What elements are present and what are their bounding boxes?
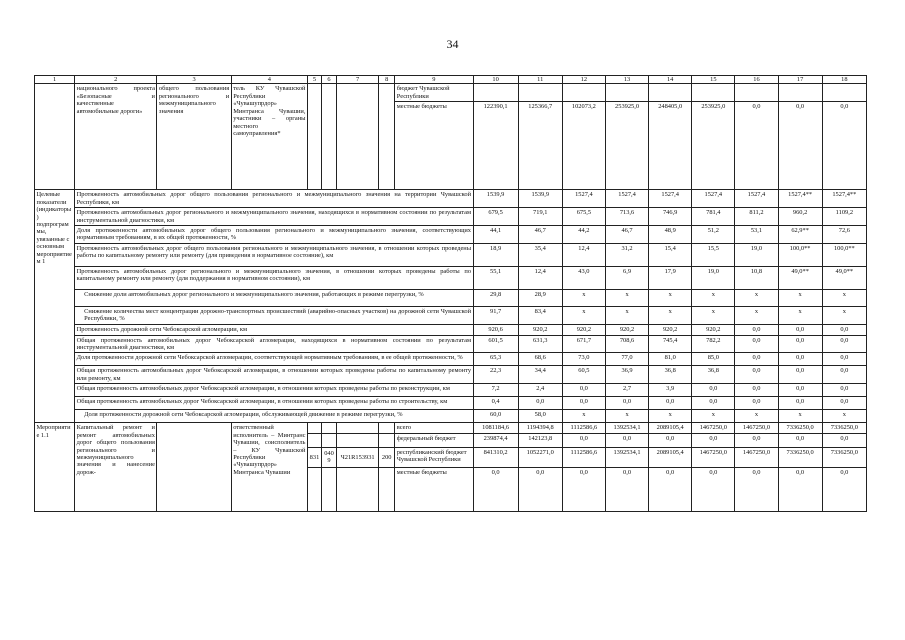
empty-code [379,467,395,511]
value-cell: 1539,9 [473,190,518,208]
value-cell: 28,9 [518,289,562,306]
value-cell: 1194394,8 [518,423,562,433]
value-cell: 46,7 [605,225,648,243]
value-cell: 0,0 [692,433,735,447]
value-cell: 960,2 [778,208,822,226]
value-cell: 0,0 [562,467,605,511]
value-cell: 0,0 [605,467,648,511]
value-cell: x [692,289,735,306]
indicator-text: Общая протяженность автомобильных дорог Чебоксарской агломерации, в отношении которых проведены работы по реконструкции, км [75,384,473,397]
value-cell: x [778,289,822,306]
value-cell: x [735,306,778,324]
value-cell: 7,2 [473,384,518,397]
indicator-text: Протяженность автомобильных дорог общего пользования регионального и межмуниципального значения на территории Чувашской Республики, км [76,191,472,206]
column-number: 16 [735,76,778,84]
empty-cell [337,84,379,190]
value-cell: 0,0 [778,324,822,335]
value-cell: 0,0 [778,433,822,447]
column-number: 5 [307,76,321,84]
page-number: 34 [446,37,459,51]
empty-value [649,84,692,102]
value-cell: 0,0 [649,433,692,447]
value-cell: 0,0 [692,384,735,397]
value-cell: x [562,306,605,324]
value-cell: 1052271,0 [518,447,562,467]
value-cell: 0,0 [605,397,648,410]
empty-code [307,433,321,447]
empty-cell [307,84,321,190]
value-cell: 49,0** [822,266,866,289]
indicator-row [35,335,867,353]
value-cell: 53,1 [735,225,778,243]
value-cell: 248405,0 [649,102,692,190]
value-cell: 7336250,0 [822,447,866,467]
value-cell: 60,0 [473,410,518,423]
indicator-row [35,366,867,384]
value-cell: x [822,289,866,306]
value-cell: 1392534,1 [605,423,648,433]
value-cell: 920,6 [473,324,518,335]
column-number: 1 [35,76,75,84]
value-cell: 0,0 [735,335,778,353]
indicator-row [35,266,867,289]
object-name: общего пользования регионального и межмуниципального значения [157,84,231,190]
value-cell: 2,7 [605,384,648,397]
value-cell: 0,0 [735,102,778,190]
value-cell: 0,0 [778,102,822,190]
value-cell: x [605,306,648,324]
value-cell: 0,0 [778,353,822,366]
executors: тель КУ Чувашской Республики «Чувашупрдор» Минтранса Чувашии, участники – органы местного самоуправления* [231,84,307,190]
value-cell: 920,2 [649,324,692,335]
indicator-text: Снижение доли автомобильных дорог регионального и межмуниципального значения, работающих в режиме перегрузки, % [75,289,473,306]
empty-code [337,423,379,433]
value-cell: 15,5 [692,243,735,266]
value-cell: 7336250,0 [778,423,822,433]
value-cell: 0,0 [649,397,692,410]
value-cell: 91,7 [473,306,518,324]
value-cell: 29,8 [473,289,518,306]
funding-source: бюджет Чувашской Республики [395,84,473,102]
value-cell: 746,9 [649,208,692,226]
value-cell: 55,1 [473,266,518,289]
value-cell: 44,1 [473,225,518,243]
value-cell: 0,0 [822,366,866,384]
empty-cell [322,84,337,190]
indicator-row [35,225,867,243]
value-cell: 713,6 [605,208,648,226]
value-cell: x [562,289,605,306]
value-cell: 782,2 [692,335,735,353]
value-cell: 1527,4 [649,190,692,208]
value-cell: 841310,2 [473,447,518,467]
value-cell: 1527,4** [822,190,866,208]
value-cell: 1527,4** [778,190,822,208]
value-cell: 0,0 [562,397,605,410]
value-cell: 0,0 [562,384,605,397]
empty-value [778,84,822,102]
value-cell: 0,0 [735,353,778,366]
empty-code [322,433,337,447]
value-cell: 142123,8 [518,433,562,447]
value-cell: 745,4 [649,335,692,353]
column-number: 3 [157,76,231,84]
value-cell: 81,0 [649,353,692,366]
empty-value [822,84,866,102]
value-cell: 675,5 [562,208,605,226]
value-cell: 62,9** [778,225,822,243]
value-cell: 85,0 [692,353,735,366]
column-number: 6 [322,76,337,84]
value-cell: 920,2 [562,324,605,335]
value-cell: x [778,306,822,324]
value-cell: 125366,7 [518,102,562,190]
value-cell: 65,3 [473,353,518,366]
value-cell: 0,0 [735,384,778,397]
value-cell: 1467250,0 [692,447,735,467]
column-number: 10 [473,76,518,84]
indicator-text: Общая протяженность автомобильных дорог Чебоксарской агломерации, в отношении которых проведены работы по капитальному ремонту или ремонту, км [76,367,472,382]
value-cell: x [605,410,648,423]
indicator-row [35,306,867,324]
empty-value [473,84,518,102]
column-number: 14 [649,76,692,84]
value-cell: 73,0 [562,353,605,366]
value-cell: 60,5 [562,366,605,384]
indicator-text: Протяженность дорожной сети Чебоксарской агломерации, км [75,324,473,335]
value-cell: x [649,306,692,324]
value-cell: 0,0 [735,433,778,447]
value-cell: 0,0 [822,467,866,511]
value-cell: 22,3 [473,366,518,384]
indicator-text: Общая протяженность автомобильных дорог Чебоксарской агломерации, находящихся в нормативном состоянии по результатам инструментальной диагностики, км [76,336,472,352]
empty-code [379,423,395,433]
value-cell: 18,9 [473,243,518,266]
value-cell: 43,0 [562,266,605,289]
value-cell: 1081184,6 [473,423,518,433]
value-cell: 0,0 [649,467,692,511]
value-cell: 2089105,4 [649,423,692,433]
value-cell: 19,0 [735,243,778,266]
value-cell: 1112586,6 [562,447,605,467]
value-cell: 51,2 [692,225,735,243]
value-cell: 0,0 [822,384,866,397]
value-cell: 0,0 [562,433,605,447]
indicator-row [35,243,867,266]
budget-code: 831 [307,447,321,467]
value-cell: 1527,4 [562,190,605,208]
value-cell: 601,5 [473,335,518,353]
value-cell: x [822,306,866,324]
measure-row [35,423,867,433]
value-cell: 49,0** [778,266,822,289]
value-cell: 1467250,0 [735,423,778,433]
value-cell: x [735,289,778,306]
indicator-row [35,324,867,335]
value-cell: 7336250,0 [778,447,822,467]
value-cell: 7336250,0 [822,423,866,433]
value-cell: 0,0 [778,397,822,410]
empty-code [322,423,337,433]
value-cell: 12,4 [562,243,605,266]
empty-code [307,467,321,511]
measure-label: Мероприятие 1.1 [35,423,75,511]
funding-source: всего [395,423,473,433]
value-cell: 1112586,6 [562,423,605,433]
column-number: 12 [562,76,605,84]
indicator-row [35,410,867,423]
program-table [34,75,867,512]
funding-source: республиканский бюджет Чувашской Республики [395,447,473,467]
indicator-text: Общая протяженность автомобильных дорог Чебоксарской агломерации, в отношении которых проведены работы по строительству, км [75,397,473,410]
empty-value [605,84,648,102]
empty-code [322,467,337,511]
indicator-row [35,397,867,410]
value-cell: 102073,2 [562,102,605,190]
indicators-label: Целевые показатели (индикаторы) подпрограммы, увязанные с основным мероприятием 1 [35,190,75,423]
value-cell: 36,8 [649,366,692,384]
value-cell: 1527,4 [692,190,735,208]
value-cell: 1527,4 [605,190,648,208]
indicator-text: Доля протяженности автомобильных дорог общего пользования регионального и межмуниципального значения, соответствующих нормативным требованиям, в их общей протяженности, % [76,226,472,242]
value-cell: 19,0 [692,266,735,289]
indicator-text: Снижение количества мест концентрации дорожно-транспортных происшествий (аварийно-опасных участков) на дорожной сети Чувашской Республики, % [75,306,473,324]
value-cell: 0,0 [692,397,735,410]
value-cell: 17,9 [649,266,692,289]
empty-cell [35,84,75,190]
value-cell: x [735,410,778,423]
value-cell: 719,1 [518,208,562,226]
value-cell: 72,6 [822,225,866,243]
value-cell: 781,4 [692,208,735,226]
value-cell: 631,3 [518,335,562,353]
indicator-row [35,353,867,366]
value-cell: 31,2 [605,243,648,266]
value-cell: 253925,0 [692,102,735,190]
value-cell: 100,0** [822,243,866,266]
column-number: 18 [822,76,866,84]
empty-code [337,467,379,511]
funding-source: федеральный бюджет [395,433,473,447]
empty-code [307,423,321,433]
value-cell: 0,0 [822,433,866,447]
value-cell: 1539,9 [518,190,562,208]
value-cell: 0,0 [735,366,778,384]
project-name: национального проекта «Безопасные и качественные автомобильные дороги» [75,84,157,190]
value-cell: 0,0 [778,366,822,384]
value-cell: 0,0 [605,433,648,447]
value-cell: 36,9 [605,366,648,384]
value-cell: 2089105,4 [649,447,692,467]
value-cell: 0,0 [822,353,866,366]
value-cell: 0,0 [735,397,778,410]
value-cell: 1467250,0 [692,423,735,433]
column-number: 4 [231,76,307,84]
value-cell: 0,0 [518,467,562,511]
funding-source: местные бюджеты [395,467,473,511]
column-number: 15 [692,76,735,84]
value-cell: 3,9 [649,384,692,397]
column-number: 2 [75,76,157,84]
measure-executors: ответственный исполнитель – Минтранс Чувашии, соисполнитель – КУ Чувашской Республики «Чувашупрдор» Минтранса Чувашии [231,423,307,511]
empty-value [692,84,735,102]
indicator-text: Протяженность автомобильных дорог общего пользования регионального и межмуниципального значения, в отношении которых проведены работы по капитальному ремонту или ремонту (для приведения в нормативное состояние), км [75,243,473,266]
column-number: 9 [395,76,473,84]
empty-value [518,84,562,102]
value-cell: x [605,289,648,306]
value-cell: 1109,2 [822,208,866,226]
value-cell: 83,4 [518,306,562,324]
value-cell: x [649,410,692,423]
column-number-row [35,76,867,84]
value-cell: 68,6 [518,353,562,366]
budget-code: Ч21R153931 [337,447,379,467]
value-cell: 58,0 [518,410,562,423]
value-cell: 46,7 [518,225,562,243]
column-number: 8 [379,76,395,84]
value-cell: 920,2 [605,324,648,335]
column-number: 17 [778,76,822,84]
value-cell: x [562,410,605,423]
table-row [35,84,867,102]
column-number: 13 [605,76,648,84]
indicator-text: Доля протяженности дорожной сети Чебоксарской агломерации, соответствующей нормативным требованиям, в ее общей протяженности, % [75,353,473,366]
empty-cell [379,84,395,190]
empty-value [735,84,778,102]
value-cell: 2,4 [518,384,562,397]
funding-source: местные бюджеты [395,102,473,190]
column-number: 7 [337,76,379,84]
value-cell: 6,9 [605,266,648,289]
value-cell: x [822,410,866,423]
value-cell: 0,0 [473,467,518,511]
budget-code: 200 [379,447,395,467]
value-cell: 0,0 [778,467,822,511]
empty-code [379,433,395,447]
measure-name: Капитальный ремонт и ремонт автомобильных дорог общего пользования регионального и межмуниципального значения и нанесение дорож- [75,423,157,511]
value-cell: 44,2 [562,225,605,243]
value-cell: x [692,410,735,423]
value-cell: 811,2 [735,208,778,226]
value-cell: 0,0 [692,467,735,511]
empty-value [562,84,605,102]
value-cell: 0,0 [822,324,866,335]
value-cell: 0,0 [778,384,822,397]
value-cell: 0,0 [778,335,822,353]
indicator-row [35,208,867,226]
value-cell: 920,2 [692,324,735,335]
indicator-text: Протяженность автомобильных дорог регионального и межмуниципального значения, находящихся в нормативном состоянии по результатам инструментальной диагностики, км [76,209,472,224]
value-cell: 100,0** [778,243,822,266]
value-cell: 671,7 [562,335,605,353]
empty-code [337,433,379,447]
value-cell: 1392534,1 [605,447,648,467]
value-cell: 36,8 [692,366,735,384]
value-cell: 1527,4 [735,190,778,208]
value-cell: 920,2 [518,324,562,335]
value-cell: 0,0 [822,335,866,353]
value-cell: 122390,1 [473,102,518,190]
indicator-row [35,190,867,208]
value-cell: 10,8 [735,266,778,289]
value-cell: 12,4 [518,266,562,289]
value-cell: 253925,0 [605,102,648,190]
value-cell: x [649,289,692,306]
value-cell: x [778,410,822,423]
indicator-row [35,384,867,397]
value-cell: 48,9 [649,225,692,243]
column-number: 11 [518,76,562,84]
indicator-text: Протяженность автомобильных дорог регионального и межмуниципального значения, в отношении которых проведены работы по капитальному ремонту или ремонту (для поддержания в нормативном состоянии), км [75,266,473,289]
value-cell: 0,0 [518,397,562,410]
value-cell: 1467250,0 [735,447,778,467]
empty-cell [157,423,231,511]
indicator-text: Доля протяженности дорожной сети Чебоксарской агломерации, обслуживающей движение в режиме перегрузки, % [75,410,473,423]
value-cell: 239874,4 [473,433,518,447]
value-cell: 679,5 [473,208,518,226]
value-cell: 0,0 [822,102,866,190]
value-cell: 34,4 [518,366,562,384]
budget-code: 0409 [322,447,337,467]
value-cell: 35,4 [518,243,562,266]
value-cell: 15,4 [649,243,692,266]
indicator-row [35,289,867,306]
value-cell: 0,4 [473,397,518,410]
value-cell: 0,0 [822,397,866,410]
value-cell: 0,0 [735,467,778,511]
value-cell: 0,0 [735,324,778,335]
value-cell: x [692,306,735,324]
value-cell: 77,0 [605,353,648,366]
value-cell: 708,6 [605,335,648,353]
